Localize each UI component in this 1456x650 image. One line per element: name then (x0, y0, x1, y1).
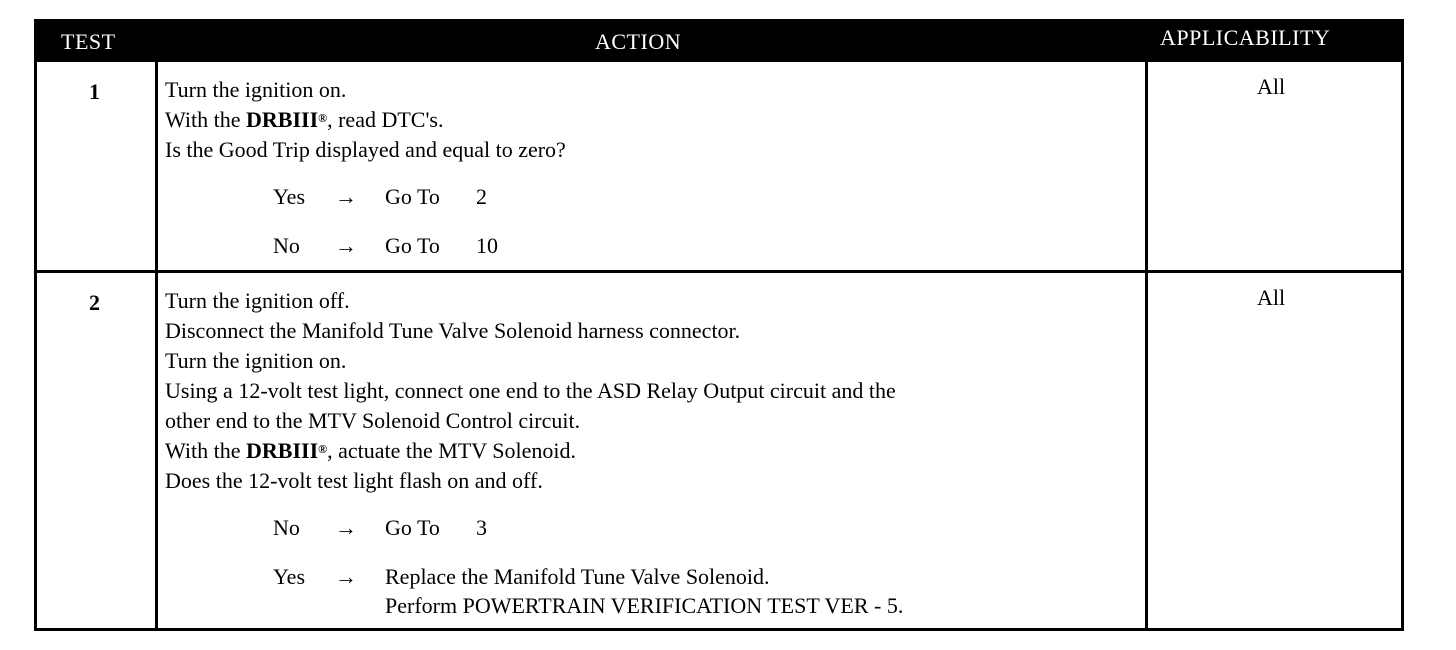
header-action: ACTION (595, 29, 682, 54)
column-divider (155, 62, 158, 628)
action-line: Does the 12-volt test light flash on and off. (165, 468, 543, 493)
choice-answer: No (273, 515, 300, 540)
test-number: 2 (89, 290, 100, 315)
row-divider (37, 270, 1401, 273)
column-divider (1145, 62, 1148, 628)
action-line: Using a 12-volt test light, connect one end to the ASD Relay Output circuit and the (165, 378, 896, 403)
applicability: All (1257, 285, 1286, 310)
header-applicability: APPLICABILITY (1160, 25, 1331, 50)
choice-target: 10 (476, 233, 498, 258)
choice-continuation: Perform POWERTRAIN VERIFICATION TEST VER - 5. (385, 593, 904, 618)
action-line: Turn the ignition off. (165, 288, 350, 313)
choice-target: 3 (476, 515, 487, 540)
choice-goto: Go To (385, 184, 440, 209)
table-header (37, 22, 1401, 62)
arrow-right-icon: → (335, 184, 357, 209)
choice-answer: No (273, 233, 300, 258)
arrow-right-icon: → (335, 515, 357, 540)
action-text (165, 286, 896, 496)
choice-answer: Yes (273, 184, 306, 209)
choice-action: Replace the Manifold Tune Valve Solenoid. (385, 564, 770, 589)
action-line: Disconnect the Manifold Tune Valve Solenoid harness connector. (165, 318, 741, 343)
action-line: other end to the MTV Solenoid Control circuit. (165, 408, 581, 433)
test-number: 1 (89, 79, 100, 104)
diagnostic-test-table (34, 19, 1404, 631)
applicability: All (1257, 74, 1286, 99)
arrow-right-icon: → (335, 564, 357, 589)
arrow-right-icon: → (335, 233, 357, 258)
choice-goto: Go To (385, 515, 440, 540)
choice-goto: Go To (385, 233, 440, 258)
action-line: With the DRBIII®, actuate the MTV Solenoid. (165, 438, 576, 463)
action-line: With the DRBIII®, read DTC's. (165, 107, 444, 132)
choice-target: 2 (476, 184, 487, 209)
choice-answer: Yes (273, 564, 306, 589)
action-line: Turn the ignition on. (165, 77, 347, 102)
header-test: TEST (61, 29, 116, 54)
action-text (165, 75, 566, 165)
action-line: Turn the ignition on. (165, 348, 347, 373)
action-line: Is the Good Trip displayed and equal to zero? (165, 137, 566, 162)
